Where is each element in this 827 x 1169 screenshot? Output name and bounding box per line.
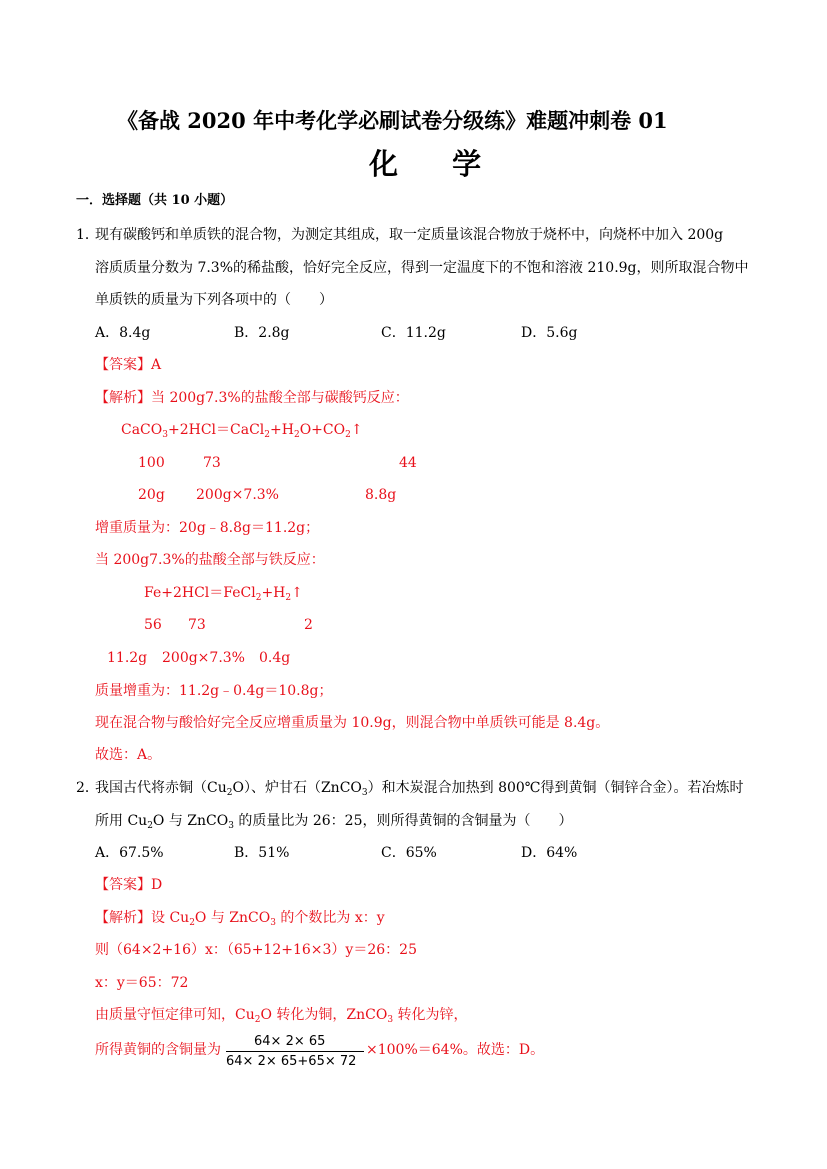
eq-subscript: 3 — [162, 430, 168, 440]
subscript: 3 — [228, 821, 234, 831]
question-1-line3: 单质铁的质量为下列各项中的（ ） — [95, 292, 333, 308]
q1-option-b: B．2.8g — [234, 325, 290, 341]
subject-title: 化 学 — [369, 147, 504, 181]
eq-subscript: 2 — [264, 430, 271, 440]
copper-fraction — [226, 1034, 366, 1070]
q1-eq1-ratio-caco3: 100 — [138, 455, 165, 471]
subscript: 2 — [254, 1015, 261, 1025]
q1-option-d: D．5.6g — [521, 325, 578, 341]
q1-case2: 当 200g7.3%的盐酸全部与铁反应： — [95, 552, 325, 568]
eq-text: +H — [261, 585, 286, 601]
q1-eq2-value-hcl: 200g×7.3% — [162, 650, 245, 666]
text: 我国古代将赤铜（Cu — [95, 780, 227, 796]
q1-eq2-value-h2: 0.4g — [259, 650, 291, 666]
q1-option-c: C．11.2g — [381, 325, 446, 341]
subscript: 2 — [189, 918, 195, 928]
q1-eq2-ratio-h2: 2 — [304, 617, 313, 633]
q2-analysis — [95, 910, 385, 928]
q2-final-prefix: 所得黄铜的含铜量为 — [95, 1042, 221, 1058]
q1-analysis-intro: 【解析】当 200g7.3%的盐酸全部与碳酸钙反应： — [95, 390, 409, 406]
fraction-numerator: 64× 2× 65 — [254, 1034, 326, 1049]
text: 【解析】设 Cu — [95, 910, 190, 926]
q2-step1: 则（64×2+16）x：（65+12+16×3）y＝26：25 — [95, 942, 417, 958]
q2-answer: 【答案】D — [95, 877, 163, 893]
q1-option-a: A．8.4g — [95, 325, 151, 341]
q1-gain1: 增重质量为：20g﹣8.8g＝11.2g； — [95, 520, 320, 536]
text: O 转化为铜，ZnCO — [260, 1007, 388, 1023]
q2-option-d: D．64% — [521, 845, 578, 861]
eq-subscript: 2 — [285, 593, 292, 603]
q1-eq2-ratio-hcl: 73 — [188, 617, 206, 633]
q2-law — [95, 1007, 468, 1025]
eq-subscript: 2 — [255, 593, 262, 603]
text: 由质量守恒定律可知，Cu — [95, 1007, 255, 1023]
q1-eq1-ratio-hcl: 73 — [203, 455, 221, 471]
question-1-number: 1． — [76, 227, 99, 243]
q1-conclusion: 现在混合物与酸恰好完全反应增重质量为 10.9g，则混合物中单质铁可能是 8.4g。 — [95, 715, 610, 731]
q1-eq1-value-caco3: 20g — [138, 487, 165, 503]
subscript: 3 — [361, 788, 368, 798]
fraction-denominator: 64× 2× 65+65× 72 — [226, 1054, 357, 1069]
gas-arrow: ↑ — [291, 585, 303, 601]
q1-eq1-value-hcl: 200g×7.3% — [196, 487, 279, 503]
subscript: 3 — [387, 1015, 394, 1025]
q2-option-c: C．65% — [381, 845, 437, 861]
question-2-line1 — [95, 780, 744, 798]
text: 的个数比为 x：y — [275, 910, 385, 926]
text: O）、炉甘石（ZnCO — [232, 780, 362, 796]
q2-step2: x：y＝65：72 — [95, 975, 189, 991]
gas-arrow: ↑ — [350, 422, 363, 438]
text: O 与 ZnCO — [152, 813, 229, 829]
section-heading: 一．选择题（共 10 小题） — [76, 193, 234, 208]
question-1-line1: 现有碳酸钙和单质铁的混合物，为测定其组成，取一定质量该混合物放于烧杯中，向烧杯中加入 200g — [95, 227, 724, 243]
text: 转化为锌， — [393, 1007, 468, 1023]
eq-text: +2HCl＝CaCl — [167, 422, 265, 438]
q2-final-suffix: ×100%＝64%。故选：D。 — [366, 1042, 545, 1058]
q2-option-a: A．67.5% — [95, 845, 164, 861]
q1-choose: 故选：A。 — [95, 747, 162, 763]
text: O 与 ZnCO — [194, 910, 271, 926]
eq-subscript: 2 — [293, 430, 300, 440]
eq-subscript: 2 — [345, 430, 351, 440]
q1-eq1-value-co2: 8.8g — [365, 487, 397, 503]
q1-equation-caco3 — [121, 422, 363, 440]
subscript: 2 — [226, 788, 233, 798]
text: 的质量比为 26：25，则所得黄铜的含铜量为（ ） — [233, 813, 573, 829]
q1-eq2-value-fe: 11.2g — [107, 650, 148, 666]
eq-text: Fe+2HCl＝FeCl — [144, 585, 256, 601]
subscript: 2 — [147, 821, 153, 831]
eq-text: O+CO — [299, 422, 346, 438]
question-2-number: 2． — [76, 780, 99, 796]
q1-answer: 【答案】A — [95, 357, 162, 373]
q1-eq1-ratio-co2: 44 — [399, 455, 417, 471]
q1-eq2-ratio-fe: 56 — [144, 617, 162, 633]
exam-title: 《备战 2020 年中考化学必刷试卷分级练》难题冲刺卷 01 — [117, 108, 668, 133]
question-1-line2: 溶质质量分数为 7.3%的稀盐酸，恰好完全反应，得到一定温度下的不饱和溶液 210.9g，则所取混合物中 — [95, 260, 749, 276]
text: ）和木炭混合加热到 800℃得到黄铜（铜锌合金）。若冶炼时 — [367, 780, 744, 796]
subscript: 3 — [270, 918, 276, 928]
text: 所用 Cu — [95, 813, 148, 829]
q1-gain2: 质量增重为：11.2g﹣0.4g＝10.8g； — [95, 683, 333, 699]
fraction-bar — [226, 1051, 364, 1052]
eq-text: CaCO — [121, 422, 163, 438]
q1-equation-fe — [144, 585, 303, 603]
question-2-line2 — [95, 813, 573, 831]
eq-text: +H — [270, 422, 294, 438]
q2-option-b: B．51% — [234, 845, 290, 861]
